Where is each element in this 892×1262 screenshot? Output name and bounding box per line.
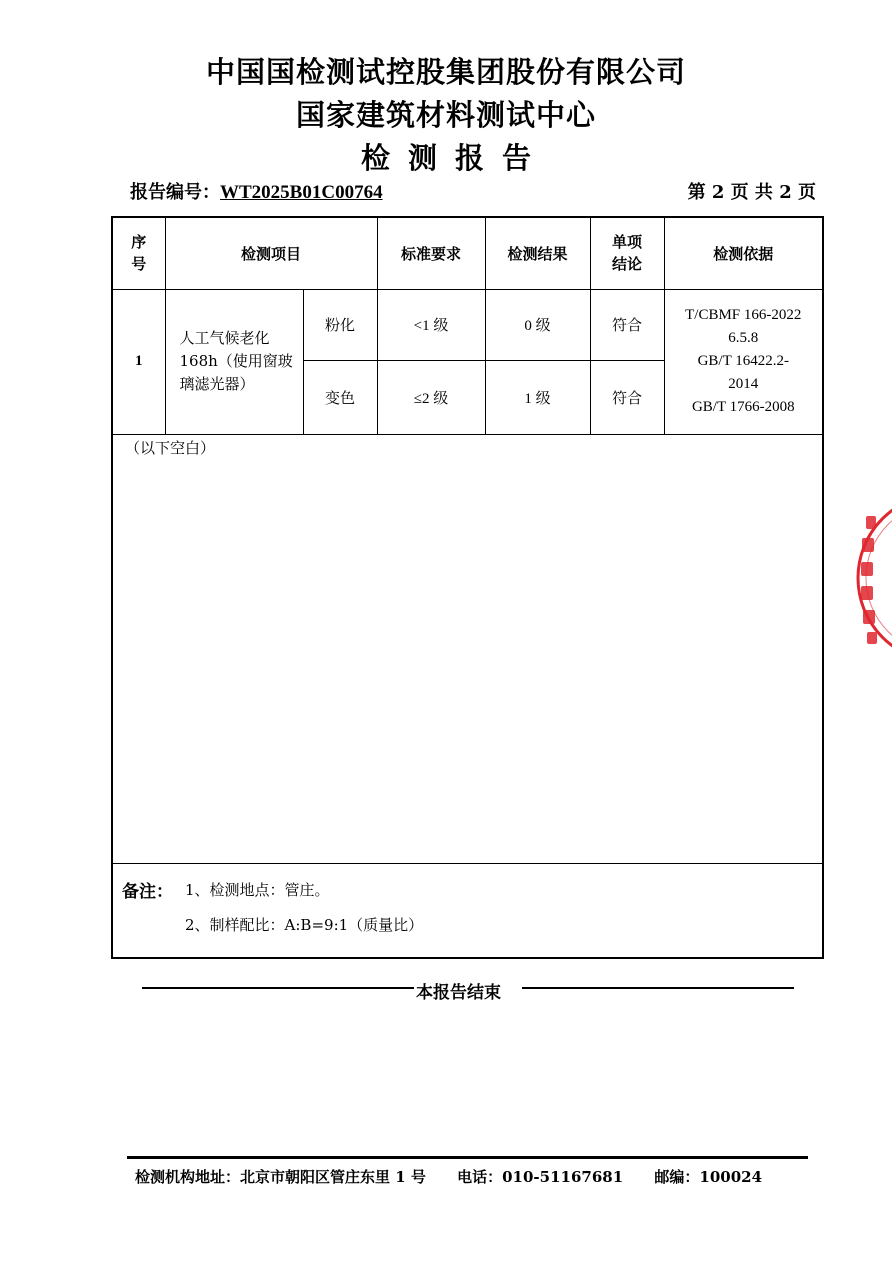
report-frame	[111, 216, 824, 959]
end-of-report: 本报告结束	[416, 983, 501, 1003]
sub-item-name: 变色	[303, 360, 377, 434]
footer-phone: 电话：010-51167681	[457, 1168, 624, 1186]
basis-line: 6.5.8	[728, 330, 759, 346]
row-basis	[664, 289, 822, 434]
end-divider-right	[522, 987, 794, 989]
report-number-label: 报告编号：	[130, 182, 220, 203]
footer	[135, 1166, 762, 1187]
basis-line: 2014	[728, 376, 759, 392]
footer-divider	[127, 1156, 808, 1159]
report-number-block	[130, 178, 383, 204]
basis-line: GB/T 1766-2008	[691, 399, 795, 415]
sub-item-conclusion: 符合	[590, 289, 664, 360]
sub-item-result: 0 级	[485, 289, 590, 360]
remarks-label: 备注：	[122, 882, 173, 902]
official-seal-icon	[852, 488, 892, 668]
row-item: 人工气候老化168h（使用窗玻璃滤光器）	[165, 289, 303, 434]
sub-item-conclusion: 符合	[590, 360, 664, 434]
footer-postcode: 邮编：100024	[654, 1168, 763, 1186]
remark-item: 1、检测地点：管庄。	[185, 881, 330, 899]
page-info: 第 2 页 共 2 页	[687, 182, 816, 203]
sub-item-requirement: ≤2 级	[377, 360, 485, 434]
table-header-row	[113, 218, 822, 289]
header-requirement: 标准要求	[377, 218, 485, 289]
results-table	[113, 218, 822, 435]
report-number: WT2025B01C00764	[220, 182, 383, 203]
end-divider-left	[142, 987, 414, 989]
remarks-section	[113, 863, 822, 958]
basis-line: T/CBMF 166-2022	[685, 307, 802, 323]
header-basis: 检测依据	[664, 218, 822, 289]
organization-name: 中国国检测试控股集团股份有限公司	[205, 55, 686, 89]
sub-item-requirement: <1 级	[377, 289, 485, 360]
remark-item: 2、制样配比：A:B=9:1（质量比）	[185, 916, 424, 934]
sub-item-name: 粉化	[303, 289, 377, 360]
document-title: 检测报告	[360, 141, 549, 175]
sub-item-result: 1 级	[485, 360, 590, 434]
row-seq: 1	[113, 289, 165, 434]
header-conclusion: 单项结论	[590, 218, 664, 289]
footer-address: 检测机构地址：北京市朝阳区管庄东里 1 号	[135, 1168, 426, 1186]
blank-below-note: （以下空白）	[125, 439, 216, 457]
header-seq: 序号	[113, 218, 165, 289]
center-name: 国家建筑材料测试中心	[295, 98, 596, 132]
header-item: 检测项目	[165, 218, 377, 289]
header-result: 检测结果	[485, 218, 590, 289]
basis-line: GB/T 16422.2-	[697, 353, 789, 369]
table-row	[113, 289, 822, 360]
